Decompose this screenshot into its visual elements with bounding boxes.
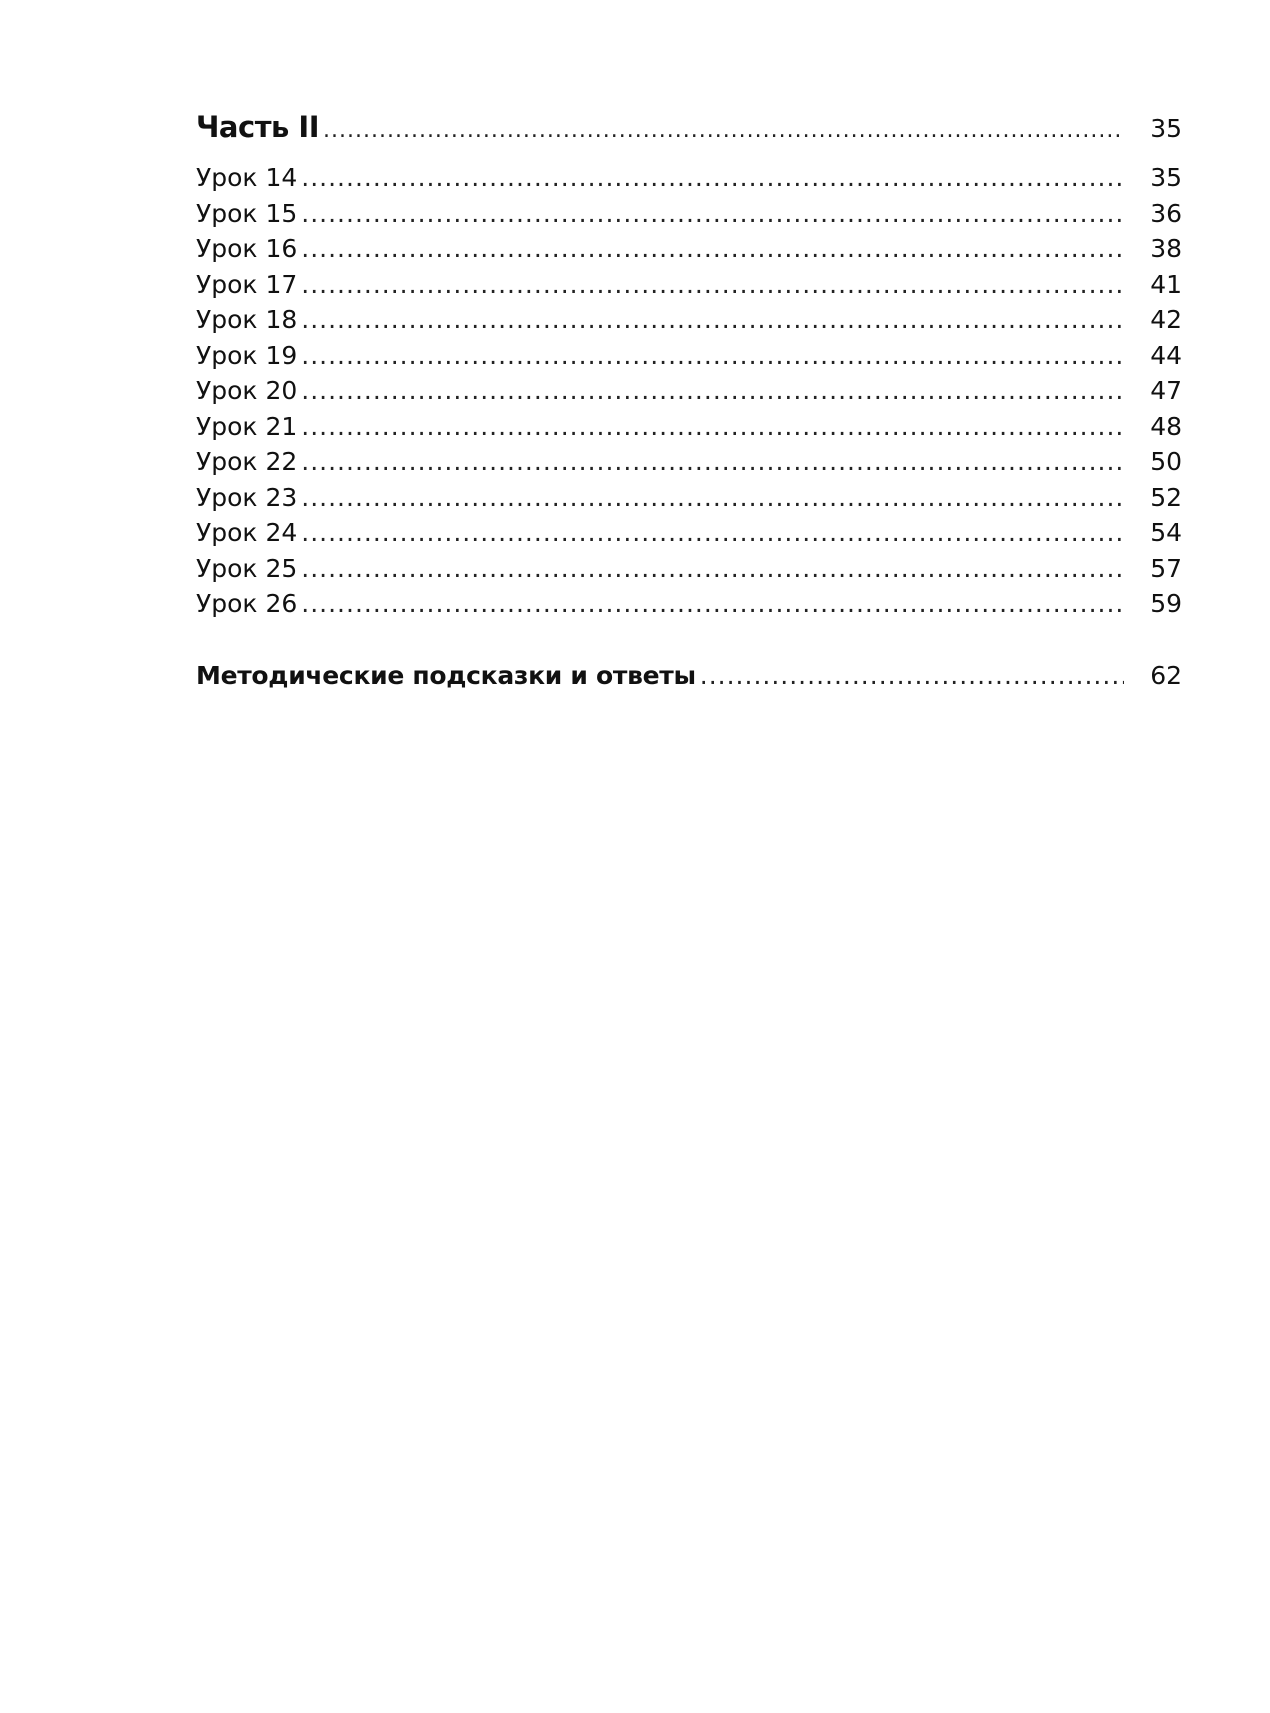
toc-page-number: 44 bbox=[1150, 340, 1182, 370]
dot-leader bbox=[301, 270, 1124, 299]
toc-lesson-title: Урок 17 bbox=[196, 269, 298, 299]
toc-page-number: 47 bbox=[1150, 376, 1182, 405]
toc-lesson-title: Урок 23 bbox=[196, 482, 298, 512]
dot-leader bbox=[301, 554, 1124, 583]
toc-entry-lesson-20[interactable] bbox=[196, 376, 1182, 412]
toc-entry-lesson-24[interactable] bbox=[196, 518, 1182, 554]
dot-leader bbox=[301, 518, 1124, 547]
toc-lesson-title: Урок 22 bbox=[196, 447, 298, 476]
dot-leader bbox=[301, 163, 1124, 192]
toc-page-number: 62 bbox=[1150, 660, 1182, 690]
toc-lesson-title: Урок 24 bbox=[196, 518, 298, 547]
toc-entry-lesson-18[interactable] bbox=[196, 305, 1182, 341]
toc-lesson-title: Урок 16 bbox=[196, 234, 298, 263]
toc-entry-lesson-22[interactable] bbox=[196, 447, 1182, 483]
dot-leader bbox=[301, 199, 1124, 228]
toc-entry-lesson-14[interactable] bbox=[196, 163, 1182, 199]
toc-section-title: Методические подсказки и ответы bbox=[196, 660, 696, 690]
toc-page-number: 35 bbox=[1150, 114, 1182, 143]
toc-lesson-title: Урок 26 bbox=[196, 589, 298, 618]
toc-entry-lesson-17[interactable] bbox=[196, 270, 1182, 306]
toc-page-number: 57 bbox=[1150, 553, 1182, 583]
table-of-contents bbox=[196, 110, 1182, 697]
toc-page-number: 50 bbox=[1150, 447, 1182, 476]
toc-lesson-title: Урок 25 bbox=[196, 553, 298, 583]
toc-page-number: 52 bbox=[1150, 482, 1182, 512]
dot-leader bbox=[301, 376, 1124, 405]
toc-page-number: 36 bbox=[1150, 198, 1182, 228]
toc-lesson-title: Урок 21 bbox=[196, 411, 298, 441]
toc-entry-lesson-19[interactable] bbox=[196, 341, 1182, 377]
dot-leader bbox=[301, 234, 1124, 263]
toc-page-number: 48 bbox=[1150, 411, 1182, 441]
toc-entry-lesson-25[interactable] bbox=[196, 554, 1182, 590]
dot-leader bbox=[301, 305, 1124, 334]
dot-leader bbox=[323, 118, 1124, 143]
toc-page-number: 41 bbox=[1150, 269, 1182, 299]
toc-part-title: Часть II bbox=[196, 110, 320, 144]
toc-entry-lesson-21[interactable] bbox=[196, 412, 1182, 448]
toc-lesson-title: Урок 20 bbox=[196, 376, 298, 405]
toc-entry-lesson-23[interactable] bbox=[196, 483, 1182, 519]
dot-leader bbox=[301, 589, 1124, 618]
toc-lesson-title: Урок 14 bbox=[196, 163, 298, 192]
toc-entry-part-ii[interactable] bbox=[196, 110, 1182, 148]
dot-leader bbox=[700, 661, 1124, 690]
toc-entry-lesson-16[interactable] bbox=[196, 234, 1182, 270]
dot-leader bbox=[301, 447, 1124, 476]
toc-entry-lesson-26[interactable] bbox=[196, 589, 1182, 625]
toc-entry-appendix[interactable] bbox=[196, 661, 1182, 697]
dot-leader bbox=[301, 483, 1124, 512]
toc-lesson-title: Урок 19 bbox=[196, 340, 298, 370]
toc-page-number: 59 bbox=[1150, 589, 1182, 618]
toc-page-number: 38 bbox=[1150, 234, 1182, 263]
toc-lesson-title: Урок 18 bbox=[196, 305, 298, 334]
toc-page-number: 54 bbox=[1150, 518, 1182, 547]
toc-page-number: 42 bbox=[1150, 305, 1182, 334]
toc-entry-lesson-15[interactable] bbox=[196, 199, 1182, 235]
toc-page-number: 35 bbox=[1150, 163, 1182, 192]
dot-leader bbox=[301, 412, 1124, 441]
toc-lesson-title: Урок 15 bbox=[196, 198, 298, 228]
dot-leader bbox=[301, 341, 1124, 370]
